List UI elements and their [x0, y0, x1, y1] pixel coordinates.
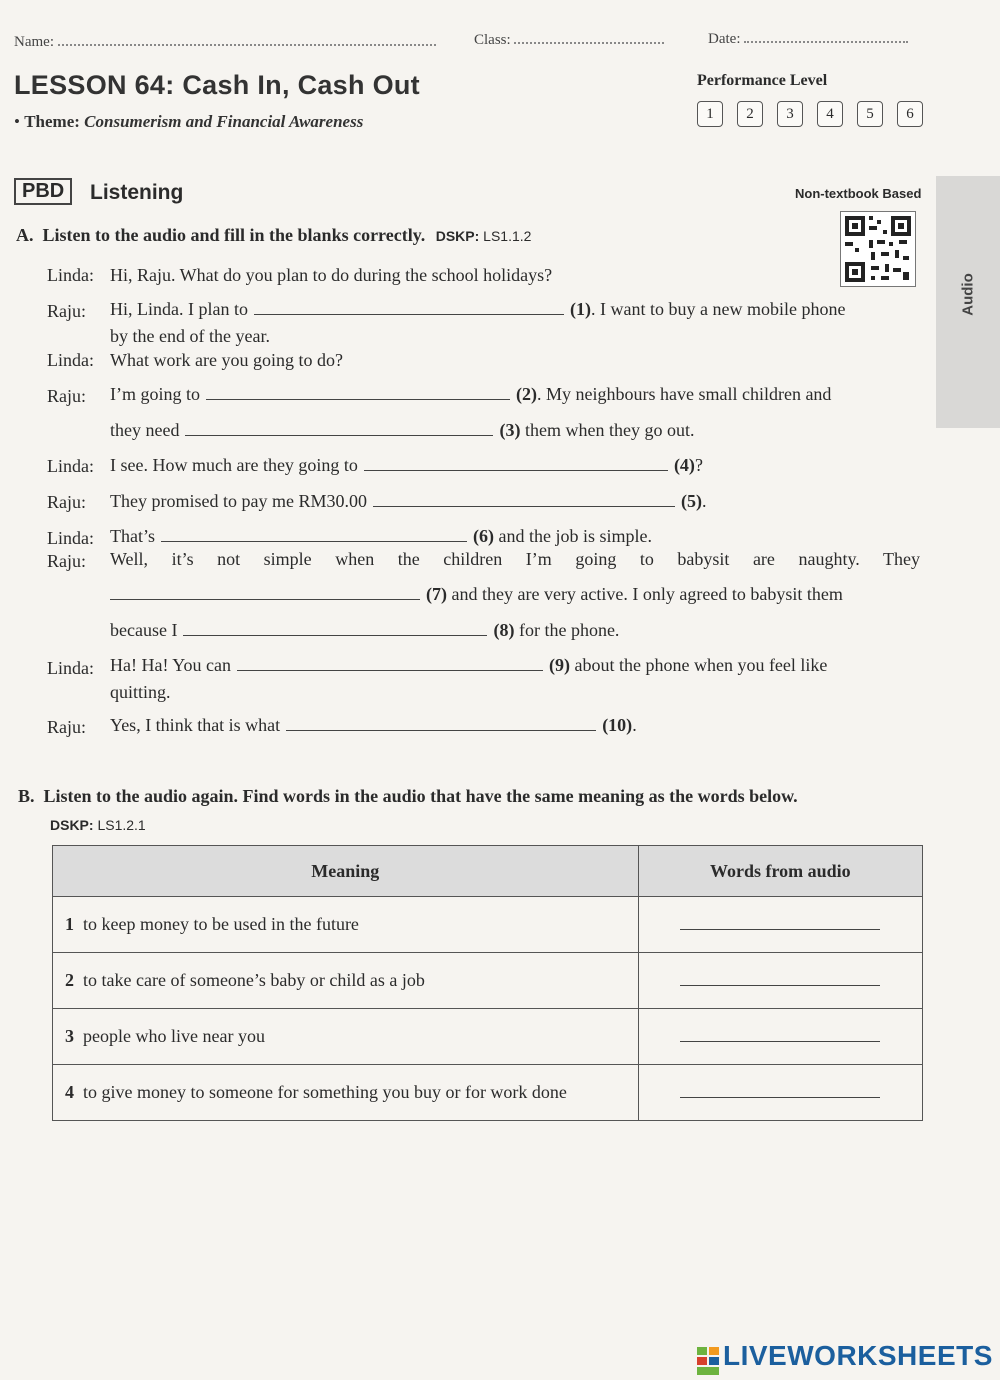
- dialogue-line-6: They promised to pay me RM30.00 (5).: [110, 491, 707, 511]
- table-row: [53, 953, 923, 1009]
- performance-level-2[interactable]: 2: [737, 101, 763, 127]
- answer-blank-4[interactable]: [680, 1097, 880, 1098]
- date-label: Date:: [708, 31, 908, 48]
- performance-level-title: Performance Level: [697, 72, 828, 89]
- non-textbook-label: Non-textbook Based: [795, 186, 922, 201]
- speaker-raju-4: Raju:: [47, 551, 86, 571]
- blank-1[interactable]: [254, 314, 564, 315]
- class-label: Class:: [474, 32, 664, 49]
- table-row: [53, 897, 923, 953]
- blank-6[interactable]: [161, 541, 467, 542]
- section-title: Listening: [90, 181, 184, 204]
- dialogue-line-8: Well, it’s not simple when the children I’m going to babysit are naughty. They: [110, 549, 920, 569]
- answer-blank-3[interactable]: [680, 1041, 880, 1042]
- answer-cell[interactable]: [638, 897, 922, 953]
- part-b-instruction: B. Listen to the audio again. Find words in the audio that have the same meaning as the words below.: [18, 786, 798, 806]
- side-tab-label: Audio: [959, 273, 977, 316]
- dialogue-line-3: What work are you going to do?: [110, 350, 343, 370]
- performance-level-1[interactable]: 1: [697, 101, 723, 127]
- blank-10[interactable]: [286, 730, 596, 731]
- dialogue-line-8c: because I (8) for the phone.: [110, 620, 620, 640]
- dialogue-line-5: I see. How much are they going to (4)?: [110, 455, 703, 475]
- qr-code-icon[interactable]: [840, 211, 916, 287]
- speaker-linda-3: Linda:: [47, 456, 94, 476]
- dialogue-line-7: That’s (6) and the job is simple.: [110, 526, 652, 546]
- answer-cell[interactable]: [638, 1009, 922, 1065]
- part-a-instruction: A. Listen to the audio and fill in the blanks correctly. DSKP: LS1.1.2: [16, 225, 532, 245]
- blank-3[interactable]: [185, 435, 493, 436]
- part-b-dskp: DSKP: LS1.2.1: [50, 817, 146, 833]
- answer-cell[interactable]: [638, 1065, 922, 1121]
- dialogue-line-9b: quitting.: [110, 682, 171, 702]
- meaning-table: [52, 845, 923, 1121]
- speaker-linda-5: Linda:: [47, 658, 94, 678]
- performance-level-4[interactable]: 4: [817, 101, 843, 127]
- blank-8[interactable]: [183, 635, 487, 636]
- col-words-from-audio: Words from audio: [638, 846, 922, 897]
- speaker-raju-1: Raju:: [47, 301, 86, 321]
- blank-9[interactable]: [237, 670, 543, 671]
- performance-level-6[interactable]: 6: [897, 101, 923, 127]
- performance-levels: [697, 101, 923, 127]
- liveworksheets-text: LIVEWORKSHEETS: [723, 1340, 993, 1371]
- name-label: Name:: [14, 34, 436, 51]
- speaker-linda-1: Linda:: [47, 265, 94, 285]
- audio-side-tab: [936, 176, 1000, 428]
- performance-level-5[interactable]: 5: [857, 101, 883, 127]
- meaning-cell: 1 to keep money to be used in the future: [53, 897, 639, 953]
- blank-4[interactable]: [364, 470, 668, 471]
- blank-7[interactable]: [110, 599, 420, 600]
- blank-5[interactable]: [373, 506, 675, 507]
- table-row: [53, 1009, 923, 1065]
- speaker-raju-3: Raju:: [47, 492, 86, 512]
- meaning-cell: 3 people who live near you: [53, 1009, 639, 1065]
- dialogue-line-9: Ha! Ha! You can (9) about the phone when you feel like: [110, 655, 828, 675]
- theme-line: • Theme: Consumerism and Financial Awareness: [14, 112, 364, 131]
- pbd-badge: PBD: [14, 178, 72, 205]
- dialogue-line-8b: (7) and they are very active. I only agreed to babysit them: [110, 584, 843, 605]
- speaker-linda-2: Linda:: [47, 350, 94, 370]
- speaker-raju-5: Raju:: [47, 717, 86, 737]
- meaning-cell: 4 to give money to someone for something you buy or for work done: [53, 1065, 639, 1121]
- dialogue-line-1: Hi, Raju. What do you plan to do during the school holidays?: [110, 265, 553, 285]
- liveworksheets-logo[interactable]: [697, 1340, 993, 1375]
- col-meaning: Meaning: [53, 846, 639, 897]
- answer-blank-2[interactable]: [680, 985, 880, 986]
- table-row: [53, 1065, 923, 1121]
- speaker-raju-2: Raju:: [47, 386, 86, 406]
- dialogue-line-4: I’m going to (2). My neighbours have small children and: [110, 384, 832, 404]
- dialogue-line-2b: by the end of the year.: [110, 326, 270, 346]
- dialogue-line-4b: they need (3) them when they go out.: [110, 420, 695, 440]
- meaning-cell: 2 to take care of someone’s baby or child as a job: [53, 953, 639, 1009]
- speaker-linda-4: Linda:: [47, 528, 94, 548]
- performance-level-3[interactable]: 3: [777, 101, 803, 127]
- dialogue-line-2: Hi, Linda. I plan to (1). I want to buy a new mobile phone: [110, 299, 846, 319]
- table-header-row: [53, 846, 923, 897]
- blank-2[interactable]: [206, 399, 510, 400]
- dialogue-line-10: Yes, I think that is what (10).: [110, 715, 637, 735]
- answer-cell[interactable]: [638, 953, 922, 1009]
- liveworksheets-mark-icon: [697, 1347, 719, 1375]
- lesson-title: LESSON 64: Cash In, Cash Out: [14, 70, 420, 100]
- answer-blank-1[interactable]: [680, 929, 880, 930]
